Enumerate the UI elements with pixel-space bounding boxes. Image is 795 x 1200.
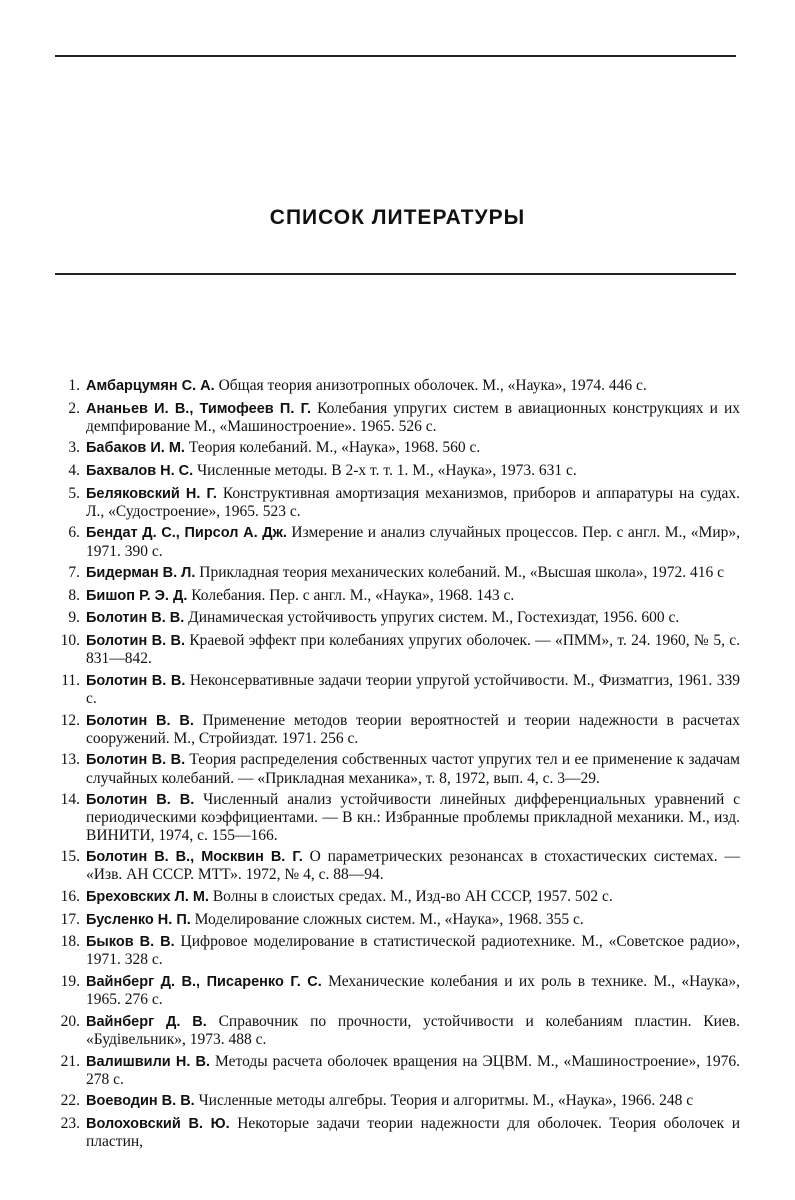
- reference-number: 12.: [60, 711, 80, 729]
- reference-authors: Бишоп Р. Э. Д.: [86, 587, 188, 604]
- reference-number: 5.: [68, 484, 80, 502]
- reference-number: 13.: [60, 751, 80, 769]
- reference-text: Колебания. Пер. с англ. М., «Наука», 1968. 143 с.: [187, 586, 515, 604]
- reference-body: [86, 564, 740, 582]
- reference-item: [50, 564, 740, 582]
- reference-number: 20.: [60, 1012, 80, 1030]
- reference-text: Общая теория анизотропных оболочек. М., «Наука», 1974. 446 с.: [214, 377, 647, 394]
- reference-item: [50, 377, 740, 395]
- reference-body: [86, 587, 740, 605]
- reference-body: [86, 400, 740, 435]
- reference-body: [86, 377, 740, 395]
- reference-number: 6.: [68, 524, 80, 542]
- reference-body: [86, 973, 740, 1008]
- reference-body: [86, 933, 740, 968]
- reference-number: 23.: [60, 1114, 80, 1132]
- reference-item: [50, 712, 740, 747]
- reference-text: Конструктивная амортизация механизмов, приборов и аппаратуры на судах. Л., «Судостроение», 1965. 523 с.: [86, 484, 740, 520]
- bottom-rule: [55, 273, 736, 275]
- reference-text: Применение методов теории вероятностей и теории надежности в расчетах сооружений. М., Стройиздат. 1971. 256 с.: [86, 711, 741, 747]
- reference-authors: Бреховских Л. М.: [86, 888, 209, 905]
- reference-authors: Бендат Д. С., Пирсол А. Дж.: [86, 525, 287, 542]
- reference-item: [50, 1053, 740, 1088]
- reference-text: Динамическая устойчивость упругих систем. М., Гостехиздат, 1956. 600 с.: [184, 609, 680, 627]
- reference-number: 22.: [60, 1092, 80, 1110]
- reference-body: [86, 1092, 740, 1110]
- reference-body: [86, 439, 740, 457]
- reference-text: Некоторые задачи теории надежности для оболочек. Теория оболочек и пластин,: [86, 1114, 741, 1151]
- reference-item: [50, 632, 740, 667]
- reference-text: Цифровое моделирование в статистической радиотехнике. М., «Советское радио», 1971. 328 с.: [86, 933, 740, 969]
- reference-item: [50, 439, 740, 457]
- reference-authors: Бахвалов Н. С.: [86, 462, 194, 479]
- reference-item: [50, 933, 740, 968]
- reference-authors: Болотин В. В.: [86, 610, 185, 627]
- reference-item: [50, 1092, 740, 1110]
- reference-text: Краевой эффект при колебаниях упругих оболочек. — «ПММ», т. 24. 1960, № 5, с. 831—842.: [86, 631, 740, 668]
- reference-text: Моделирование сложных систем. М., «Наука», 1968. 355 с.: [190, 910, 584, 928]
- reference-authors: Амбарцумян С. А.: [86, 378, 215, 394]
- reference-body: [86, 485, 740, 520]
- reference-text: О параметрических резонансах в стохастических системах. — «Изв. АН СССР. МТТ». 1972, № 4, с. 88—94.: [86, 848, 741, 884]
- reference-text: Численные методы. В 2-х т. т. 1. М., «Наука», 1973. 631 с.: [193, 461, 577, 479]
- reference-body: [86, 712, 740, 747]
- reference-authors: Болотин В. В.: [86, 712, 194, 729]
- reference-item: [50, 400, 740, 435]
- reference-body: [86, 632, 740, 667]
- reference-authors: Болотин В. В.: [86, 752, 186, 769]
- reference-item: [50, 1013, 740, 1048]
- reference-body: [86, 672, 740, 707]
- reference-body: [86, 524, 740, 559]
- reference-authors: Бабаков И. М.: [86, 440, 185, 457]
- reference-item: [50, 848, 740, 883]
- reference-item: [50, 587, 740, 605]
- reference-text: Теория распределения собственных частот упругих тел и ее применение к задачам случайных колебаний. — «Прикладная механика», т. 8, 1972, вып. 4, с. 3—29.: [86, 751, 740, 787]
- reference-body: [86, 791, 740, 844]
- reference-text: Методы расчета оболочек вращения на ЭЦВМ. М., «Машиностроение», 1976. 278 с.: [86, 1052, 740, 1088]
- reference-item: [50, 672, 740, 707]
- reference-text: Численные методы алгебры. Теория и алгоритмы. М., «Наука», 1966. 248 с: [194, 1092, 694, 1110]
- reference-item: [50, 609, 740, 627]
- reference-item: [50, 973, 740, 1008]
- reference-number: 21.: [60, 1052, 80, 1070]
- reference-body: [86, 1053, 740, 1088]
- reference-item: [50, 791, 740, 844]
- reference-body: [86, 462, 740, 480]
- reference-number: 10.: [60, 631, 80, 649]
- reference-text: Прикладная теория механических колебаний. М., «Высшая школа», 1972. 416 с: [195, 564, 725, 582]
- reference-item: [50, 524, 740, 559]
- reference-body: [86, 888, 740, 906]
- reference-number: 2.: [68, 399, 80, 417]
- reference-authors: Болотин В. В., Москвин В. Г.: [86, 849, 303, 866]
- top-rule: [55, 55, 736, 57]
- reference-text: Волны в слоистых средах. М., Изд-во АН СССР, 1957. 502 с.: [208, 887, 613, 905]
- reference-number: 14.: [60, 791, 80, 809]
- reference-body: [86, 1115, 740, 1150]
- reference-item: [50, 485, 740, 520]
- reference-text: Колебания упругих систем в авиационных конструкциях и их демпфирование М., «Машиностроение». 1965. 526 с.: [86, 399, 740, 435]
- reference-number: 18.: [60, 933, 80, 951]
- reference-authors: Волоховский В. Ю.: [86, 1115, 230, 1132]
- reference-authors: Болотин В. В.: [86, 792, 195, 809]
- reference-number: 7.: [68, 564, 80, 582]
- reference-authors: Быков В. В.: [86, 934, 175, 951]
- reference-body: [86, 609, 740, 627]
- reference-number: 11.: [61, 671, 80, 689]
- reference-body: [86, 911, 740, 929]
- reference-text: Теория колебаний. М., «Наука», 1968. 560 с.: [184, 439, 481, 457]
- reference-list: [50, 377, 740, 1155]
- reference-body: [86, 1013, 740, 1048]
- reference-number: 19.: [60, 972, 80, 990]
- reference-item: [50, 462, 740, 480]
- reference-number: 15.: [60, 848, 80, 866]
- reference-authors: Беляковский Н. Г.: [86, 485, 217, 502]
- reference-authors: Бидерман В. Л.: [86, 565, 196, 582]
- reference-text: Справочник по прочности, устойчивости и колебаниям пластин. Киев. «Будiвельник», 1973. 488 с.: [86, 1012, 740, 1048]
- reference-item: [50, 751, 740, 786]
- reference-item: [50, 911, 740, 929]
- reference-authors: Ананьев И. В., Тимофеев П. Г.: [86, 400, 312, 417]
- reference-body: [86, 848, 740, 883]
- reference-authors: Валишвили Н. В.: [86, 1053, 211, 1070]
- reference-text: Измерение и анализ случайных процессов. Пер. с англ. М., «Мир», 1971. 390 с.: [86, 524, 740, 560]
- reference-authors: Болотин В. В.: [86, 632, 186, 649]
- reference-number: 8.: [68, 586, 80, 604]
- reference-number: 17.: [60, 910, 80, 928]
- reference-item: [50, 888, 740, 906]
- reference-number: 4.: [68, 461, 80, 479]
- reference-text: Неконсервативные задачи теории упругой устойчивости. М., Физматгиз, 1961. 339 с.: [86, 671, 740, 707]
- reference-number: 3.: [68, 439, 80, 457]
- reference-body: [86, 751, 740, 786]
- reference-number: 1.: [68, 377, 80, 394]
- reference-authors: Болотин В. В.: [86, 672, 186, 689]
- reference-number: 16.: [60, 887, 80, 905]
- page-title: СПИСОК ЛИТЕРАТУРЫ: [269, 206, 526, 230]
- reference-text: Численный анализ устойчивости линейных дифференциальных уравнений с периодическими коэффициентами. — В кн.: Избранные проблемы прикладной механики. М., изд. ВИНИТИ, 1974, с. 155—166.: [86, 791, 740, 844]
- reference-authors: Воеводин В. В.: [86, 1093, 195, 1110]
- reference-authors: Вайнберг Д. В., Писаренко Г. С.: [86, 973, 322, 990]
- reference-text: Механические колебания и их роль в технике. М., «Наука», 1965. 276 с.: [86, 972, 740, 1009]
- reference-authors: Вайнберг Д. В.: [86, 1013, 207, 1030]
- reference-authors: Бусленко Н. П.: [86, 911, 191, 928]
- reference-item: [50, 1115, 740, 1150]
- reference-number: 9.: [68, 609, 80, 627]
